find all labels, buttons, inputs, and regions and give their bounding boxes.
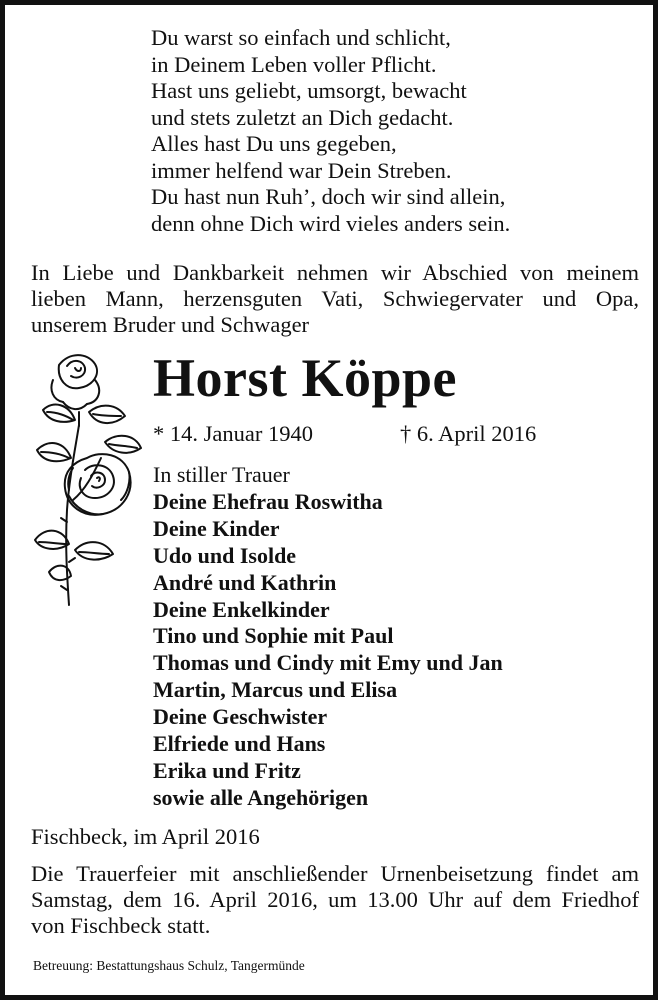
funeral-service-info [31, 861, 639, 939]
service-line: von Fischbeck statt. [31, 913, 211, 938]
deceased-name: Horst Köppe [153, 348, 458, 408]
funeral-home-credit: Betreuung: Bestattungshaus Schulz, Tangermünde [33, 958, 305, 973]
poem-line: in Deinem Leben voller Pflicht. [151, 51, 437, 77]
mourner-line: Martin, Marcus und Elisa [153, 677, 398, 703]
poem-line: Du hast nun Ruh’, doch wir sind allein, [151, 184, 506, 209]
service-line: Die Trauerfeier mit anschließender Urnenbeisetzung findet am [31, 861, 639, 886]
farewell-line: In Liebe und Dankbarkeit nehmen wir Abschied von meinem [31, 260, 639, 285]
farewell-text [31, 260, 639, 338]
death-date: † 6. April 2016 [400, 421, 537, 446]
poem-line: Alles hast Du uns gegeben, [151, 131, 397, 156]
mourner-line: Deine Enkelkinder [153, 596, 330, 622]
rose-icon [29, 350, 147, 608]
mourner-line: Deine Geschwister [153, 704, 328, 730]
mourner-line: Thomas und Cindy mit Emy und Jan [153, 650, 503, 676]
poem-line: Du warst so einfach und schlicht, [151, 25, 451, 50]
poem-line: immer helfend war Dein Streben. [151, 157, 452, 183]
mourners-intro: In stiller Trauer [153, 462, 290, 487]
mourners-list [153, 462, 503, 812]
mourner-line: sowie alle Angehörigen [153, 784, 369, 810]
mourner-line: Elfriede und Hans [153, 731, 326, 757]
mourner-line: Deine Kinder [153, 515, 280, 541]
birth-date: * 14. Januar 1940 [153, 421, 313, 446]
mourner-line: André und Kathrin [153, 569, 337, 595]
farewell-line: lieben Mann, herzensguten Vati, Schwiegervater und Opa, [31, 286, 639, 311]
mourner-line: Erika und Fritz [153, 757, 301, 783]
poem [151, 25, 510, 237]
poem-line: denn ohne Dich wird vieles anders sein. [151, 210, 511, 236]
mourner-line: Udo und Isolde [153, 542, 297, 568]
poem-line: Hast uns geliebt, umsorgt, bewacht [151, 78, 467, 103]
mourner-line: Tino und Sophie mit Paul [153, 623, 394, 649]
poem-line: und stets zuletzt an Dich gedacht. [151, 104, 454, 130]
mourner-line: Deine Ehefrau Roswitha [153, 488, 383, 514]
farewell-line: unserem Bruder und Schwager [31, 312, 310, 337]
place-and-date: Fischbeck, im April 2016 [31, 824, 260, 849]
service-line: Samstag, dem 16. April 2016, um 13.00 Uhr auf dem Friedhof [31, 887, 639, 912]
